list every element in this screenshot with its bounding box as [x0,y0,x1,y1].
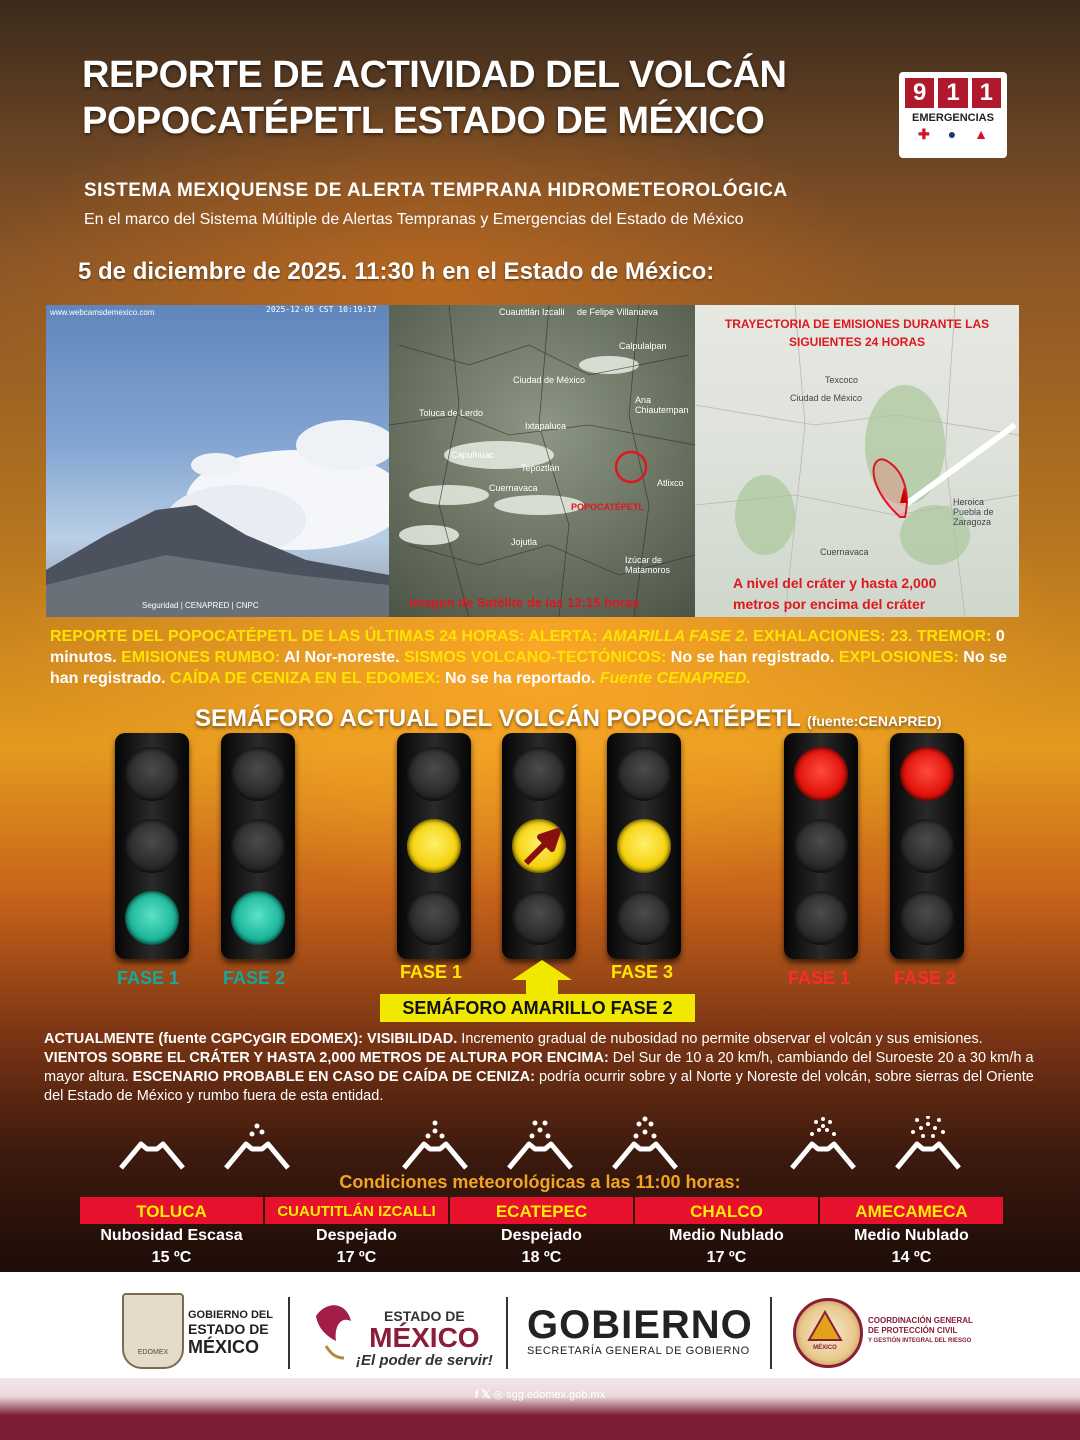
webcam-url: www.webcamsdemexico.com [50,308,155,317]
current-phase-arrow-stem [526,979,558,995]
edo-line-1: ESTADO DE [384,1308,465,1324]
webcam-logos: Seguridad | CENAPRED | CNPC [142,601,259,610]
edo-line-2: MÉXICO [369,1322,480,1353]
city-name: AMECAMECA [820,1197,1003,1224]
report-ceniza-value: No se ha reportado. [445,670,600,687]
phase-label-green-2: FASE 2 [223,968,286,988]
report-emisiones-label: EMISIONES RUMBO: [121,649,285,666]
trajectory-map [695,305,1019,617]
lamp-off [794,891,848,945]
pc-line-1: COORDINACIÓN GENERAL [868,1316,973,1325]
gob-line-2: ESTADO DE [188,1321,269,1337]
footer-divider [506,1297,508,1369]
footer-divider [288,1297,290,1369]
traffic-light-green-1 [115,733,189,959]
proteccion-civil-seal-icon [793,1298,863,1368]
footer-divider [770,1297,772,1369]
gob-line-3: MÉXICO [188,1337,260,1357]
map-label-cuautitlan: Cuautitlán Izcalli [499,307,565,317]
semaforo-title [195,705,942,733]
fire-icon: ▲ [974,126,988,142]
city-name: CUAUTITLÁN IZCALLI [265,1197,448,1224]
traj-label-cdmx: Ciudad de México [790,393,863,403]
report-date: 5 de diciembre de 2025. 11:30 h en el Estado de México: [78,258,715,285]
city-temperature: 18 ºC [521,1249,562,1266]
lamp-off [407,891,461,945]
page-title [82,52,842,144]
city-name: ECATEPEC [450,1197,633,1224]
map-label-calpulalpan: Calpulalpan [619,341,667,351]
semaforo-source: (fuente:CENAPRED) [807,713,942,729]
report-explosiones-value: No se han registrado. [50,649,1007,687]
city-condition: Medio Nublado [854,1227,969,1244]
secretaria-general-logo [527,1305,753,1357]
hummingbird-logo-icon [306,1296,356,1366]
report-exhalaciones-value: 23. [890,628,913,645]
current-semaforo-label: SEMÁFORO AMARILLO FASE 2 [380,994,695,1022]
weather-toluca [80,1197,263,1268]
facebook-icon[interactable]: f [474,1389,479,1401]
phase-label-yellow-3: FASE 3 [611,962,674,982]
city-temperature: 17 ºC [336,1249,377,1266]
map-label-tepoztlan: Tepoztlán [521,463,560,473]
volcano-calm-icon [117,1116,187,1174]
map-label-cuernavaca: Cuernavaca [489,483,538,493]
city-condition: Nubosidad Escasa [100,1227,243,1244]
website-link[interactable]: sgg.edomex.gob.mx [506,1389,606,1401]
report-explosiones-label: EXPLOSIONES: [838,649,964,666]
satellite-caption: Imagen de Satélite de las 12:15 horas [409,595,640,610]
lamp-red-on [794,747,848,801]
lamp-off [125,747,179,801]
current-conditions-text [44,1030,1040,1106]
map-label-cdmx: Ciudad de México [513,375,586,385]
gob-line-1: GOBIERNO DEL [188,1309,273,1321]
map-label-atlixco: Atlixco [657,478,684,488]
webcam-photo [46,305,389,617]
report-ceniza-label: CAÍDA DE CENIZA EN EL EDOMEX: [170,670,446,687]
digit-1b: 1 [972,78,1001,108]
traj-label-puebla: Heroica Puebla de Zaragoza [953,497,994,527]
traffic-light-green-2 [221,733,295,959]
map-label-jojutla: Jojutla [511,537,538,547]
phase-label-yellow-1: FASE 1 [400,962,463,982]
city-temperature: 17 ºC [706,1249,747,1266]
lamp-green-on [125,891,179,945]
trajectory-note-line-1: A nivel del cráter y hasta 2,000 [733,575,937,591]
phase-label-red-1: FASE 1 [788,968,851,988]
popocatepetl-marker-label: POPOCATÉPETL [571,502,644,512]
lamp-off [900,891,954,945]
digit-1a: 1 [938,78,967,108]
lamp-off [617,891,671,945]
lamp-yellow-arrow-on [512,819,566,873]
weather-amecameca [820,1197,1003,1268]
trajectory-title: TRAYECTORIA DE EMISIONES DURANTE LAS SIGUIENTES 24 HORAS [724,317,990,349]
lamp-off [794,819,848,873]
lamp-yellow-on [407,819,461,873]
lamp-off [512,891,566,945]
weather-title: Condiciones meteorológicas a las 11:00 horas: [339,1172,741,1192]
system-subtitle-2: En el marco del Sistema Múltiple de Alertas Tempranas y Emergencias del Estado de México [84,211,744,228]
lamp-off [125,819,179,873]
weather-ecatepec [450,1197,633,1268]
map-label-toluca: Toluca de Lerdo [419,408,484,418]
map-label-felipe: de Felipe Villanueva [577,307,658,317]
actual-vientos-label: VIENTOS SOBRE EL CRÁTER Y HASTA 2,000 METROS DE ALTURA POR ENCIMA: [44,1050,609,1066]
lamp-off [231,819,285,873]
traffic-light-yellow-1 [397,733,471,959]
volcano-red-2-icon [893,1116,963,1174]
proteccion-civil-text [868,1316,973,1346]
map-label-izucar: Izúcar de Matamoros [625,555,671,575]
city-condition: Despejado [316,1227,397,1244]
actual-escenario-text: podría ocurrir sobre y al Norte y Noreste del volcán, sobre sierras del Oriente del Estado de México y rumbo fuera de esta entidad. [44,1069,1034,1104]
lamp-green-on [231,891,285,945]
traffic-light-red-2 [890,733,964,959]
report-24h [50,626,1030,689]
actual-vientos-text: Del Sur de 10 a 20 km/h, cambiando del Suroeste 20 a 30 km/h a mayor altura. [44,1050,1034,1085]
lamp-off [617,747,671,801]
arrow-up-right-icon [512,819,566,873]
estado-mexico-seal-icon [122,1293,184,1369]
report-tremor-value: 0 minutos. [50,628,1005,666]
lamp-off [407,747,461,801]
social-links [0,1388,1080,1401]
volcano-yellow-1-icon [400,1116,470,1174]
satellite-image [389,305,695,617]
semaforo-title-text: SEMÁFORO ACTUAL DEL VOLCÁN POPOCATÉPETL [195,705,801,732]
weather-cuautitlan [265,1197,448,1268]
instagram-icon[interactable]: ◎ [493,1389,504,1401]
seal-text: EDOMEX [137,1349,169,1356]
trajectory-note [733,573,936,615]
system-subtitle: SISTEMA MEXIQUENSE DE ALERTA TEMPRANA HIDROMETEOROLÓGICA [84,180,788,201]
report-alert-value: AMARILLA FASE 2. [601,628,749,645]
traffic-light-yellow-3 [607,733,681,959]
report-alert-label: REPORTE DEL POPOCATÉPETL DE LAS ÚLTIMAS 24 HORAS: ALERTA: [50,628,602,645]
report-sismos-label: SISMOS VOLCANO-TECTÓNICOS: [404,649,671,666]
traffic-light-red-1 [784,733,858,959]
phase-label-green-1: FASE 1 [117,968,180,988]
actual-visibilidad-text: Incremento gradual de nubosidad no permite observar el volcán y sus emisiones. [457,1031,983,1047]
gobierno-wordmark: GOBIERNO [527,1303,753,1347]
weather-chalco [635,1197,818,1268]
police-cap-icon: ● [947,126,957,142]
edo-slogan: ¡El poder de servir! [356,1352,493,1369]
city-name: TOLUCA [80,1197,263,1224]
volcano-yellow-2-icon [505,1116,575,1174]
report-exhalaciones-label: EXHALACIONES: [748,628,891,645]
emergencias-label: EMERGENCIAS [912,112,994,124]
lamp-yellow-on [617,819,671,873]
city-temperature: 15 ºC [151,1249,192,1266]
title-line-2: POPOCATÉPETL ESTADO DE MÉXICO [82,100,765,142]
report-emisiones-value: Al Nor-noreste. [284,649,405,666]
report-sismos-value: No se han registrado. [670,649,839,666]
map-label-chiautempan: Ana Chiautempan [635,395,689,415]
volcano-green-2-icon [222,1116,292,1174]
trajectory-note-line-2: metros por encima del cráter [733,596,926,612]
pc-seal-text: MÉXICO [813,1345,837,1351]
lamp-off [231,747,285,801]
traj-label-cuernavaca: Cuernavaca [820,547,869,557]
city-temperature: 14 ºC [891,1249,932,1266]
pc-line-2: DE PROTECCIÓN CIVIL [868,1326,958,1335]
city-condition: Despejado [501,1227,582,1244]
volcano-yellow-3-icon [610,1116,680,1174]
report-tremor-label: TREMOR: [916,628,996,645]
x-icon[interactable]: 𝕏 [481,1389,491,1401]
map-label-capulhuac: Capulhuac [451,450,495,460]
digit-9: 9 [905,78,934,108]
trajectory-illustration [695,305,1019,617]
red-cross-icon: ✚ [917,126,930,142]
current-phase-arrow-icon [512,960,572,980]
volcano-red-1-icon [788,1116,858,1174]
estado-mexico-logo [356,1308,493,1369]
city-condition: Medio Nublado [669,1227,784,1244]
city-name: CHALCO [635,1197,818,1224]
gobierno-estado-logo [188,1309,273,1357]
report-source: Fuente CENAPRED. [599,670,751,687]
title-line-1: REPORTE DE ACTIVIDAD DEL VOLCÁN [82,54,787,96]
actual-escenario-label: ESCENARIO PROBABLE EN CASO DE CAÍDA DE CENIZA: [132,1069,535,1085]
traffic-light-yellow-2 [502,733,576,959]
map-label-ixtapaluca: Ixtapaluca [525,421,567,431]
lamp-off [512,747,566,801]
pc-line-3: Y GESTIÓN INTEGRAL DEL RIESGO [868,1338,972,1344]
webcam-timestamp: 2025-12-05 CST 10:19:17 [266,305,377,314]
sgg-text: SECRETARÍA GENERAL DE GOBIERNO [527,1345,750,1357]
emergencias-911-logo [899,72,1007,158]
volcano-clouds-illustration [46,305,389,617]
lamp-red-on [900,747,954,801]
phase-label-red-2: FASE 2 [894,968,957,988]
actual-visibilidad-label: ACTUALMENTE (fuente CGPCyGIR EDOMEX): VISIBILIDAD. [44,1031,458,1047]
lamp-off [900,819,954,873]
traj-label-texcoco: Texcoco [825,375,859,385]
